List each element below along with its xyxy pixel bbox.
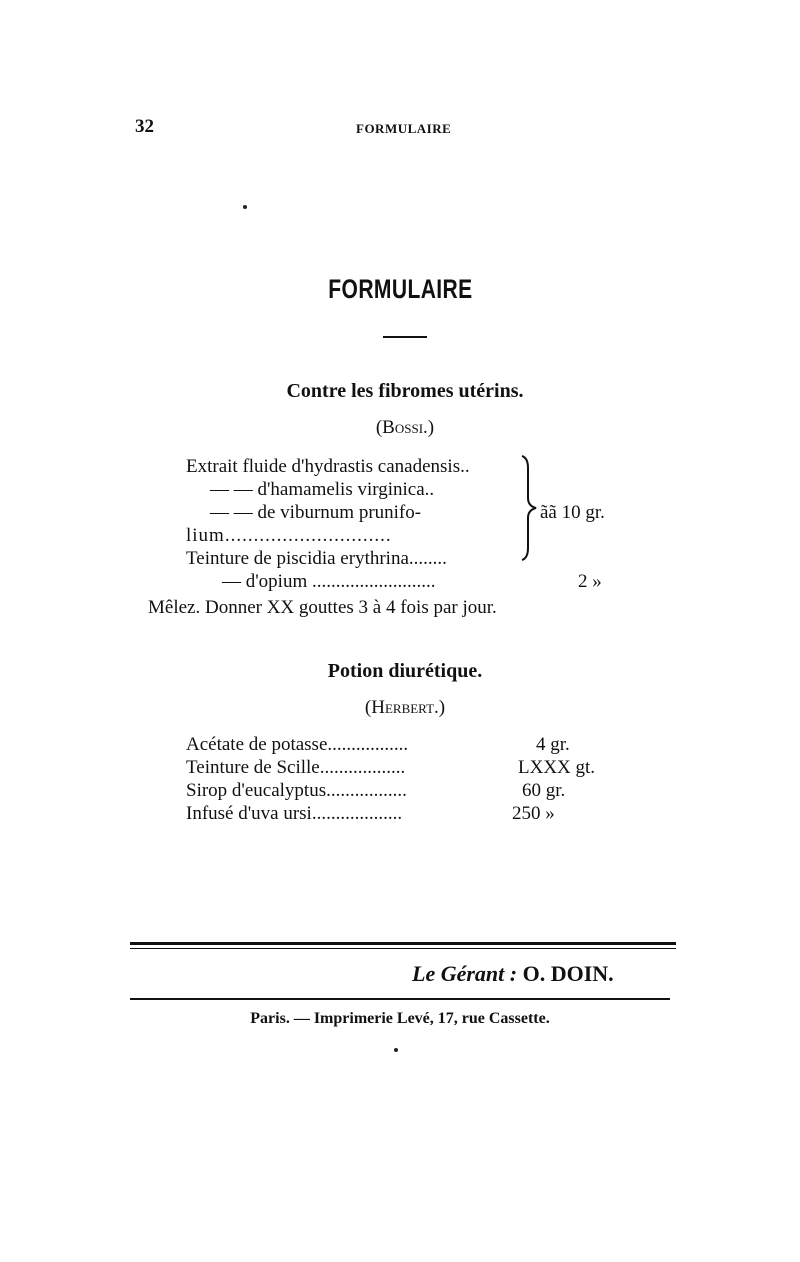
signature-name: O. DOIN. [522, 961, 614, 986]
dose-opium: 2 » [578, 571, 602, 592]
ink-speck [243, 205, 247, 209]
ingredient-line: lium............................. [186, 525, 392, 546]
footer-double-rule-top [130, 942, 676, 945]
page-number: 32 [135, 116, 154, 137]
main-title: FORMULAIRE [328, 274, 473, 304]
brace-symbol [518, 454, 542, 562]
signature-label: Le Gérant : [412, 961, 518, 986]
recipe-title: Contre les fibromes utérins. [286, 380, 524, 402]
recipe-author [5, 417, 800, 439]
recipe-title: Potion diurétique. [327, 660, 483, 682]
ingredient-line: Infusé d'uva ursi................... [186, 803, 403, 824]
instructions: Mêlez. Donner XX gouttes 3 à 4 fois par jour. [148, 597, 497, 618]
ingredient-line: Acétate de potasse................. [186, 734, 409, 755]
author-name: (Bossi.) [375, 417, 435, 438]
ingredient-line: Extrait fluide d'hydrastis canadensis.. [186, 456, 470, 477]
ingredient-line: — — de viburnum prunifo- [210, 502, 422, 523]
ingredient-line: Teinture de piscidia erythrina........ [186, 548, 447, 569]
ingredient-line: — d'opium .......................... [222, 571, 436, 592]
ingredient-dose: 4 gr. [536, 734, 570, 755]
running-title: FORMULAIRE [356, 121, 452, 136]
author-name: (Herbert.) [364, 697, 446, 718]
ingredient-dose: 60 gr. [522, 780, 566, 801]
ingredient-line: Sirop d'eucalyptus................. [186, 780, 407, 801]
ink-speck [394, 1048, 398, 1052]
ingredient-dose: 250 » [512, 803, 555, 824]
printer-line: Paris. — Imprimerie Levé, 17, rue Cassette. [250, 1010, 550, 1027]
recipe-author [5, 697, 800, 719]
title-rule [383, 336, 427, 338]
ingredient-dose: LXXX gt. [518, 757, 596, 778]
ingredient-line: — — d'hamamelis virginica.. [210, 479, 435, 500]
dose-group: ãã 10 gr. [540, 502, 605, 523]
footer-double-rule-bottom [130, 948, 676, 949]
footer-rule [130, 998, 670, 1000]
ingredient-line: Teinture de Scille.................. [186, 757, 406, 778]
signature [412, 961, 614, 987]
